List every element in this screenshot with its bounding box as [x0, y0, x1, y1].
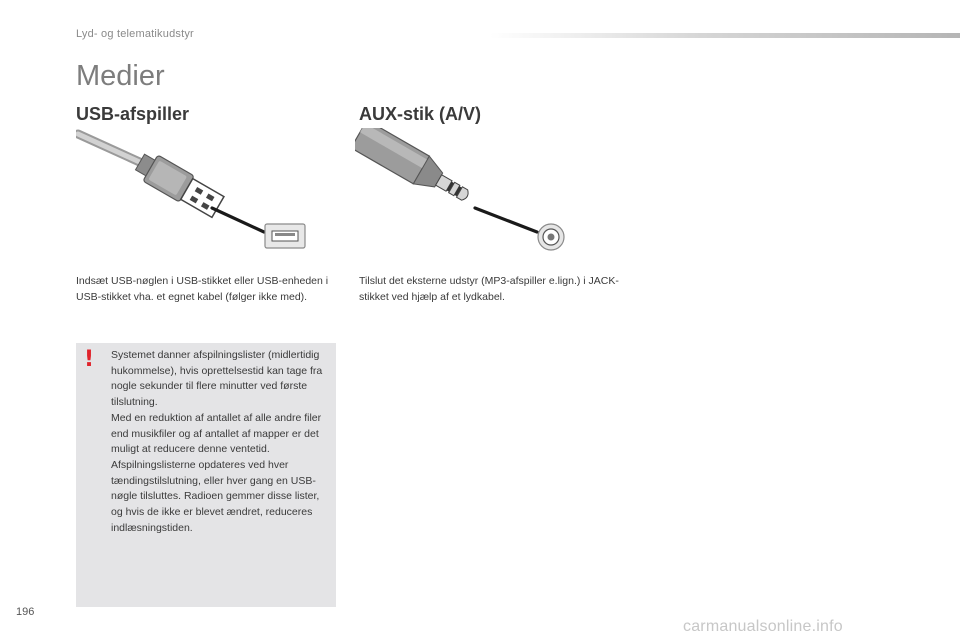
- usb-section-heading: USB-afspiller: [76, 104, 190, 124]
- warning-exclamation-icon: !: [84, 347, 95, 372]
- watermark: carmanualsonline.info: [683, 618, 843, 635]
- header-rule: [490, 33, 960, 38]
- page-number: 196: [16, 606, 35, 618]
- aux-jack-illustration: [355, 128, 585, 253]
- note-paragraph: Systemet danner afspilningslister (midlertidig hukommelse), hvis oprettelsestid kan tage fra nogle sekunder til flere minutter ved første tilslutning.: [111, 349, 323, 409]
- usb-instruction-text: Indsæt USB-nøglen i USB-stikket eller USB-enheden i USB-stikket vha. et egnet kabel (følger ikke med).: [76, 275, 329, 303]
- warning-note-text: [111, 348, 327, 536]
- aux-section-heading: AUX-stik (A/V): [359, 104, 482, 124]
- chapter-header: Lyd- og telematikudstyr: [76, 28, 194, 40]
- warning-note-box: [76, 343, 336, 607]
- note-paragraph: Afspilningslisterne opdateres ved hver tændingstilslutning, eller hver gang en USB-nøgle tilsluttes. Radioen gemmer disse lister, og hvis de ikke er blevet ændret, reduceres indlæsningstiden.: [111, 458, 320, 534]
- page-title: Medier: [76, 60, 165, 92]
- aux-instruction-text: Tilslut det eksterne udstyr (MP3-afspiller e.lign.) i JACK-stikket ved hjælp af et lydkabel.: [359, 275, 619, 303]
- note-paragraph: Med en reduktion af antallet af alle andre filer end musikfiler og af antallet af mapper er det muligt at reducere denne ventetid.: [111, 411, 322, 456]
- usb-plug-illustration: [76, 128, 316, 253]
